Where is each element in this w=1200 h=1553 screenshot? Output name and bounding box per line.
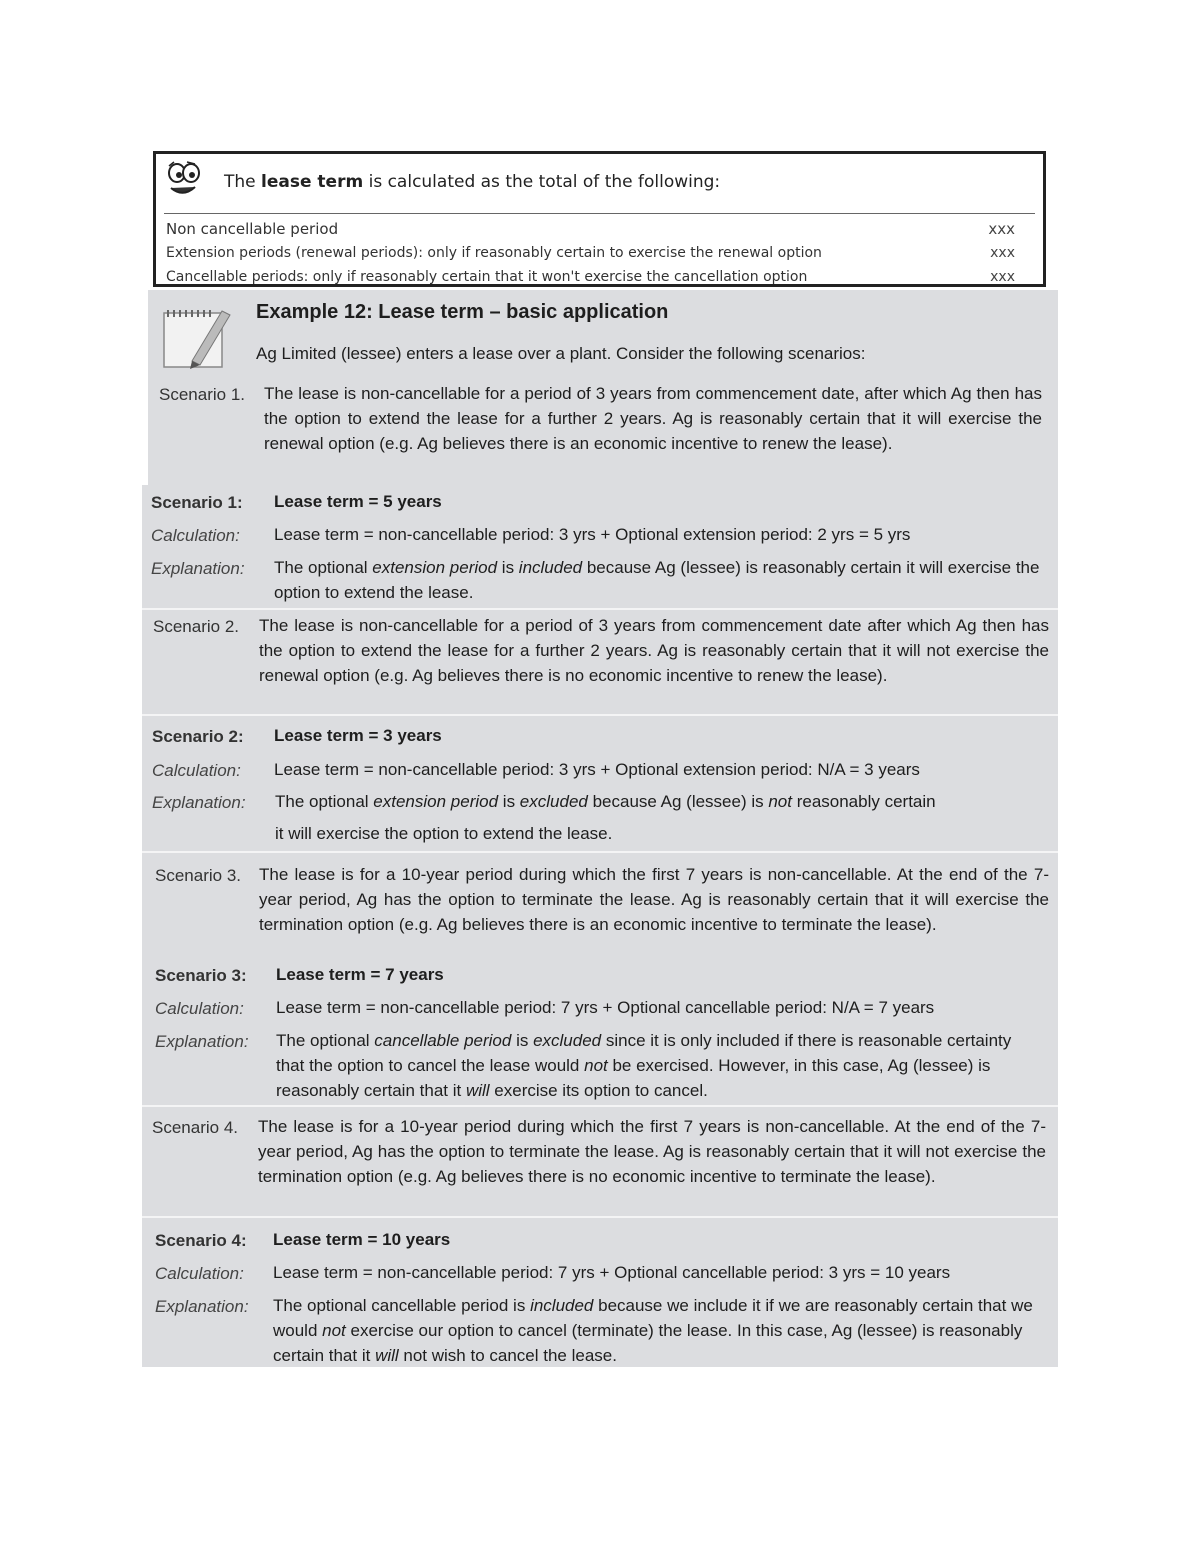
scenario-result-label: Scenario 2: [152, 727, 244, 746]
divider [142, 714, 1058, 716]
explanation-text: The optional cancellable period is excluded since it is only included if there is reasonable certainty that the option to cancel the lease would not be exercised. However, in this case, Ag (lessee) is reasonably certain that it will exercise its option to cancel. [276, 1031, 1012, 1100]
calculation-text: Lease term = non-cancellable period: 3 yrs + Optional extension period: 2 yrs = 5 yrs [274, 525, 911, 544]
scenario-result: Lease term = 7 years [276, 965, 444, 984]
definition-row: Cancellable periods: only if reasonably certain that it won't exercise the cancellation option xxx [166, 269, 1015, 285]
explanation-text: The optional extension period is included because Ag (lessee) is reasonably certain it will exercise the option to extend the lease. [274, 558, 1040, 602]
scenario-result-label: Scenario 1: [151, 493, 243, 512]
explanation-label: Explanation: [151, 559, 245, 578]
scenario-result: Lease term = 3 years [274, 726, 442, 745]
definition-title: The lease term is calculated as the total of the following: [224, 172, 721, 192]
scenario-description: The lease is for a 10-year period during which the first 7 years is non-cancellable. At the end of the 7-year period, Ag has the option to terminate the lease. Ag is reasonably certain that it will exercise the termination option (e.g. Ag believes there is an economic incentive to terminate the lease). [259, 865, 1049, 934]
scenario-result: Lease term = 10 years [273, 1230, 451, 1249]
notepad-icon [160, 305, 234, 371]
definition-row: Non cancellable period xxx [166, 220, 1015, 238]
scenario-label: Scenario 3. [155, 866, 241, 885]
explanation-text: The optional extension period is excluded because Ag (lessee) is not reasonably certain [275, 792, 936, 811]
scenario-label: Scenario 1. [159, 385, 245, 404]
example-heading: Example 12: Lease term – basic application [256, 301, 669, 323]
divider [142, 851, 1058, 853]
cartoon-face-icon [165, 160, 203, 200]
scenario-label: Scenario 4. [152, 1118, 238, 1137]
divider [164, 213, 1035, 214]
calculation-text: Lease term = non-cancellable period: 3 yrs + Optional extension period: N/A = 3 years [274, 760, 920, 779]
calculation-text: Lease term = non-cancellable period: 7 yrs + Optional cancellable period: 3 yrs = 10 years [273, 1263, 951, 1282]
calculation-label: Calculation: [155, 999, 244, 1018]
scenario-result-label: Scenario 3: [155, 966, 247, 985]
definition-row: Extension periods (renewal periods): only if reasonably certain to exercise the renewal option xxx [166, 245, 1015, 261]
scenario-result-label: Scenario 4: [155, 1231, 247, 1250]
scenario-result: Lease term = 5 years [274, 492, 442, 511]
example-intro: Ag Limited (lessee) enters a lease over a plant. Consider the following scenarios: [256, 344, 866, 363]
scenario-description: The lease is non-cancellable for a period of 3 years from commencement date, after which Ag then has the option to extend the lease for a further 2 years. Ag is reasonably certain that it will exercise the renewal option (e.g. Ag believes there is an economic incentive to renew the lease). [264, 384, 1042, 453]
calculation-label: Calculation: [155, 1264, 244, 1283]
explanation-label: Explanation: [155, 1032, 249, 1051]
explanation-text-continued: it will exercise the option to extend the lease. [275, 824, 613, 843]
calculation-label: Calculation: [151, 526, 240, 545]
calculation-label: Calculation: [152, 761, 241, 780]
divider [142, 1105, 1058, 1107]
scenario-label: Scenario 2. [153, 617, 239, 636]
explanation-text: The optional cancellable period is included because we include it if we are reasonably certain that we would not exercise our option to cancel (terminate) the lease. In this case, Ag (lessee) is reasonably certain that it will not wish to cancel the lease. [273, 1296, 1033, 1365]
lease-term-definition-box [153, 151, 1046, 287]
explanation-label: Explanation: [152, 793, 246, 812]
divider [142, 608, 1058, 610]
scenario-description: The lease is non-cancellable for a period of 3 years from commencement date after which Ag then has the option to extend the lease for a further 2 years. Ag is reasonably certain that it will not exercise the renewal option (e.g. Ag believes there is no economic incentive to renew the lease). [259, 616, 1049, 685]
divider [142, 1216, 1058, 1218]
scenario-description: The lease is for a 10-year period during which the first 7 years is non-cancellable. At the end of the 7-year period, Ag has the option to terminate the lease. Ag is reasonably certain that it will not exercise the termination option (e.g. Ag believes there is no economic incentive to terminate the lease). [258, 1117, 1046, 1186]
explanation-label: Explanation: [155, 1297, 249, 1316]
calculation-text: Lease term = non-cancellable period: 7 yrs + Optional cancellable period: N/A = 7 years [276, 998, 935, 1017]
